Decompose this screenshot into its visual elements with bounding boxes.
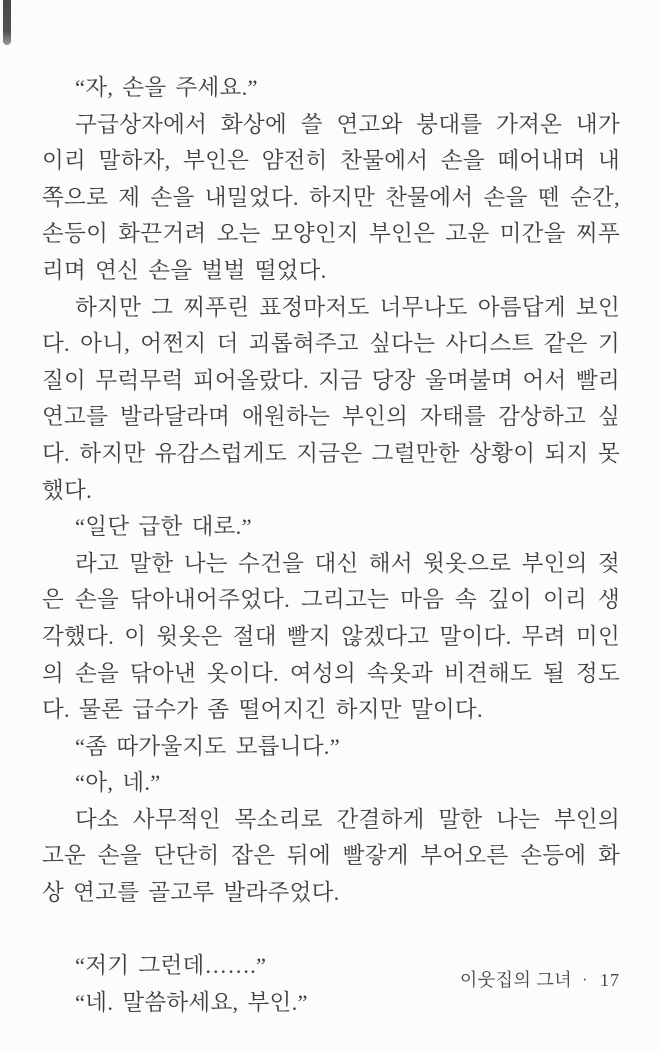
book-title: 이웃집의 그녀 — [459, 970, 573, 990]
paragraph-dialogue: “좀 따가울지도 모릅니다.” — [75, 733, 340, 759]
page-number: 17 — [600, 970, 620, 990]
paragraph-dialogue: “네. 말씀하세요, 부인.” — [75, 989, 308, 1015]
scan-ink-mark — [3, 0, 11, 45]
paragraph-narration: 라고 말한 나는 수건을 대신 해서 윗옷으로 부인의 젖은 손을 닦아내어주었다. 그리고는 마음 속 깊이 이리 생각했다. 이 윗옷은 절대 빨지 않겠다고 말이다. 무려 미인의 손을 닦아낸 옷이다. 여성의 속옷과 비견해도 될 정도다. 물론 급수가 좀 떨어지긴 하지만 말이다. — [42, 550, 620, 723]
paragraph-narration: 구급상자에서 화상에 쓸 연고와 붕대를 가져온 내가 이리 말하자, 부인은 얌전히 찬물에서 손을 떼어내며 내 쪽으로 제 손을 내밀었다. 하지만 찬물에서 손을 뗀 순간, 손등이 화끈거려 오는 모양인지 부인은 고운 미간을 찌푸리며 연신 손을 벌벌 떨었다. — [42, 111, 620, 283]
paragraph-dialogue: “자, 손을 주세요.” — [75, 75, 258, 100]
paragraph-narration: 하지만 그 찌푸린 표정마저도 너무나도 아름답게 보인다. 아니, 어쩐지 더 괴롭혀주고 싶다는 사디스트 같은 기질이 무럭무럭 피어올랐다. 지금 당장 울며불며 어서 빨리 연고를 발라달라며 애원하는 부인의 자태를 감상하고 싶다. 하지만 유감스럽게도 지금은 그럴만한 상황이 되지 못 했다. — [42, 294, 620, 503]
paragraph-dialogue: “일단 급한 대로.” — [75, 514, 252, 540]
paragraph-dialogue: “아, 네.” — [75, 770, 161, 796]
footer-separator: · — [582, 972, 588, 989]
paragraph-dialogue: “저기 그런데…….” — [75, 953, 267, 979]
running-footer — [460, 966, 620, 992]
paragraph-narration: 다소 사무적인 목소리로 간결하게 말한 나는 부인의 고운 손을 단단히 잡은 뒤에 빨갛게 부어오른 손등에 화상 연고를 골고루 발라주었다. — [42, 806, 620, 906]
body-text — [42, 70, 620, 1021]
